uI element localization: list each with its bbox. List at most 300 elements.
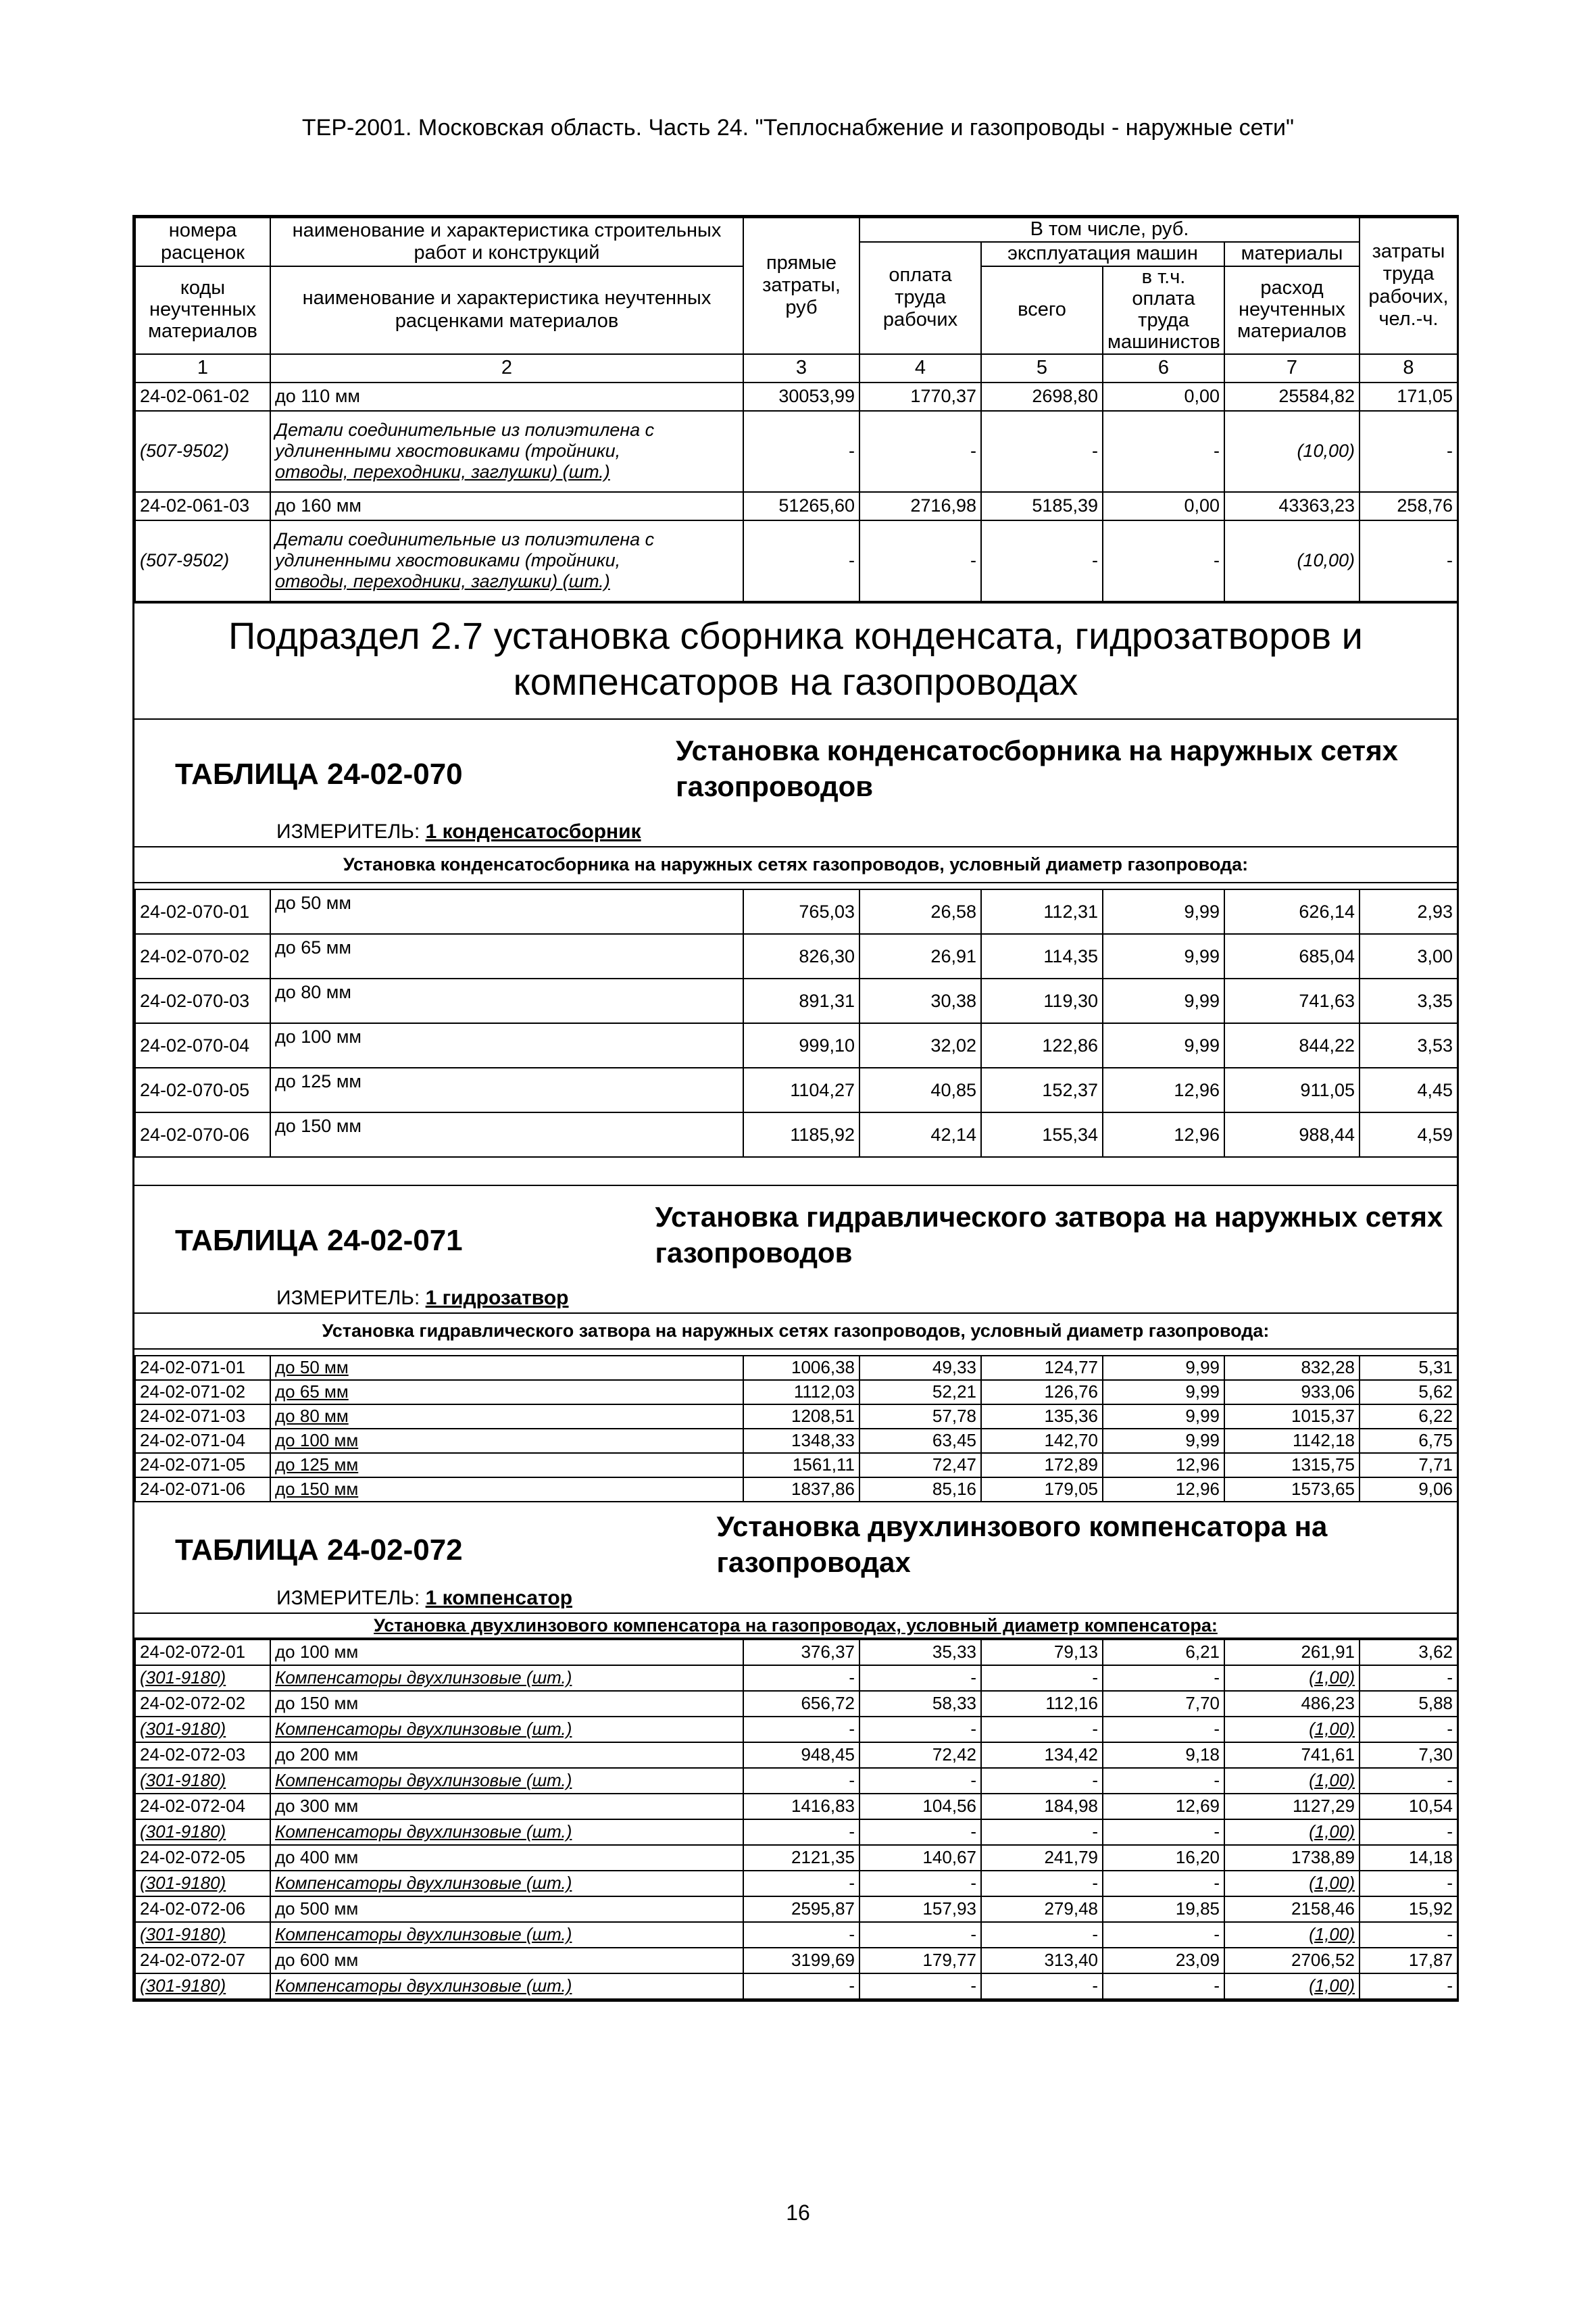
cell-direct: 1348,33	[743, 1429, 859, 1453]
cell-materials: 844,22	[1224, 1023, 1360, 1068]
cell-machines: 114,35	[981, 934, 1103, 979]
table72-title: Установка двухлинзового компенсатора на газопроводах	[716, 1510, 1328, 1578]
material-line: Детали соединительные из полиэтилена с	[275, 528, 655, 549]
row-name: до 100 мм	[270, 1023, 743, 1068]
table-row	[135, 1948, 1457, 1973]
cell-machines-labor: 12,69	[1103, 1794, 1224, 1819]
cell-direct: -	[743, 1973, 859, 1999]
cell-labor-cost: -	[1360, 1717, 1457, 1742]
cell-machines-labor: 9,18	[1103, 1742, 1224, 1768]
cell-direct: 1112,03	[743, 1380, 859, 1404]
table-row	[135, 1404, 1457, 1429]
cell-labor-cost: -	[1360, 411, 1457, 492]
material-row	[135, 1768, 1457, 1794]
cell-labor-pay: 140,67	[859, 1845, 981, 1871]
cell-materials: 685,04	[1224, 934, 1360, 979]
material-name: Компенсаторы двухлинзовые (шт.)	[270, 1717, 743, 1742]
cell-machines: 184,98	[981, 1794, 1103, 1819]
row-name: до 80 мм	[270, 1404, 743, 1429]
col-direct-header: прямые затраты, руб	[743, 218, 859, 354]
cell-materials: 832,28	[1224, 1356, 1360, 1380]
cell-machines-labor: 0,00	[1103, 492, 1224, 520]
cell-labor-pay: -	[859, 1819, 981, 1845]
cell-machines-labor: 12,96	[1103, 1112, 1224, 1157]
table72-heading	[134, 1502, 1457, 1580]
cell-materials: 486,23	[1224, 1691, 1360, 1717]
cell-direct: 1416,83	[743, 1794, 859, 1819]
cell-machines: -	[981, 411, 1103, 492]
cell-direct: -	[743, 1819, 859, 1845]
col-machines-labor-header: в т.ч. оплата труда машинистов	[1103, 266, 1224, 354]
cell-labor-cost: 6,75	[1360, 1429, 1457, 1453]
cell-labor-pay: 85,16	[859, 1477, 981, 1502]
cell-materials: 741,61	[1224, 1742, 1360, 1768]
cell-labor-cost: 15,92	[1360, 1896, 1457, 1922]
table71-code: ТАБЛИЦА 24-02-071	[175, 1224, 463, 1258]
table-row	[135, 1477, 1457, 1502]
row-code: 24-02-071-03	[135, 1404, 270, 1429]
col-number: 7	[1224, 354, 1360, 383]
table-row	[135, 1691, 1457, 1717]
cell-labor-pay: 2716,98	[859, 492, 981, 520]
cell-materials: (10,00)	[1224, 520, 1360, 601]
cell-machines: 135,36	[981, 1404, 1103, 1429]
header-table	[134, 217, 1458, 602]
cell-labor-pay: 49,33	[859, 1356, 981, 1380]
cell-machines-labor: -	[1103, 1871, 1224, 1896]
measure-value: 1 конденсатосборник	[425, 820, 641, 843]
page-header: ТЕР-2001. Московская область. Часть 24. "Теплоснабжение и газопроводы - наружные сети"	[301, 115, 1295, 141]
cell-direct: 2595,87	[743, 1896, 859, 1922]
table-row	[135, 1845, 1457, 1871]
cell-machines: 172,89	[981, 1453, 1103, 1477]
cell-direct: 765,03	[743, 889, 859, 934]
cell-machines: -	[981, 520, 1103, 601]
cell-machines-labor: -	[1103, 1973, 1224, 1999]
cell-labor-cost: 6,22	[1360, 1404, 1457, 1429]
row-code: 24-02-071-06	[135, 1477, 270, 1502]
cell-labor-cost: -	[1360, 1768, 1457, 1794]
cell-machines: 279,48	[981, 1896, 1103, 1922]
table71-measure	[134, 1271, 1457, 1312]
cell-machines-labor: 9,99	[1103, 1356, 1224, 1380]
cell-materials: 1015,37	[1224, 1404, 1360, 1429]
cell-materials: 1315,75	[1224, 1453, 1360, 1477]
material-name: Компенсаторы двухлинзовые (шт.)	[270, 1819, 743, 1845]
cell-materials: 741,63	[1224, 979, 1360, 1023]
document-frame	[132, 215, 1459, 2002]
cell-machines: 142,70	[981, 1429, 1103, 1453]
cell-labor-pay: -	[859, 1973, 981, 1999]
cell-labor-cost: 5,62	[1360, 1380, 1457, 1404]
cell-machines: 241,79	[981, 1845, 1103, 1871]
measure-label: ИЗМЕРИТЕЛЬ:	[276, 820, 420, 843]
table-row	[135, 1453, 1457, 1477]
table-row	[135, 1896, 1457, 1922]
row-name: до 125 мм	[270, 1068, 743, 1112]
cell-machines-labor: 9,99	[1103, 889, 1224, 934]
cell-direct: -	[743, 1871, 859, 1896]
material-code: (301-9180)	[135, 1871, 270, 1896]
material-line: Детали соединительные из полиэтилена с	[275, 419, 655, 440]
row-name: до 500 мм	[270, 1896, 743, 1922]
cell-labor-cost: -	[1360, 1819, 1457, 1845]
row-code: 24-02-072-05	[135, 1845, 270, 1871]
cell-direct: -	[743, 1922, 859, 1948]
table71-title: Установка гидравлического затвора на наружных сетях газопроводов	[655, 1201, 1443, 1269]
cell-machines: 152,37	[981, 1068, 1103, 1112]
material-row	[135, 1871, 1457, 1896]
cell-machines: -	[981, 1871, 1103, 1896]
cell-materials: 1738,89	[1224, 1845, 1360, 1871]
table70-heading	[134, 720, 1457, 804]
table72-body	[134, 1639, 1458, 2000]
row-name: до 300 мм	[270, 1794, 743, 1819]
material-name	[270, 411, 743, 492]
cell-labor-cost: 7,71	[1360, 1453, 1457, 1477]
cell-machines-labor: -	[1103, 1665, 1224, 1691]
row-name: до 400 мм	[270, 1845, 743, 1871]
col-labor-pay-header: оплата труда рабочих	[859, 242, 981, 354]
table-row	[135, 383, 1457, 411]
cell-materials: 2158,46	[1224, 1896, 1360, 1922]
table71-desc: Установка гидравлического затвора на наружных сетях газопроводов, условный диаметр газопровода:	[134, 1312, 1457, 1350]
cell-labor-pay: 35,33	[859, 1640, 981, 1665]
material-code: (301-9180)	[135, 1665, 270, 1691]
cell-direct: 3199,69	[743, 1948, 859, 1973]
cell-materials: 2706,52	[1224, 1948, 1360, 1973]
cell-direct: 376,37	[743, 1640, 859, 1665]
table72-code: ТАБЛИЦА 24-02-072	[175, 1533, 463, 1567]
cell-materials: 988,44	[1224, 1112, 1360, 1157]
cell-labor-cost: 258,76	[1360, 492, 1457, 520]
cell-labor-cost: 4,45	[1360, 1068, 1457, 1112]
cell-direct: 826,30	[743, 934, 859, 979]
cell-labor-pay: 57,78	[859, 1404, 981, 1429]
table72-desc: Установка двухлинзового компенсатора на газопроводах, условный диаметр компенсатора:	[134, 1613, 1457, 1639]
cell-machines-labor: 7,70	[1103, 1691, 1224, 1717]
cell-direct: 1104,27	[743, 1068, 859, 1112]
col-number: 4	[859, 354, 981, 383]
cell-machines: 79,13	[981, 1640, 1103, 1665]
col-number: 1	[135, 354, 270, 383]
cell-direct: 51265,60	[743, 492, 859, 520]
row-name: до 200 мм	[270, 1742, 743, 1768]
measure-value: 1 компенсатор	[425, 1587, 573, 1610]
col-code-header: номера расценок	[135, 218, 270, 266]
cell-labor-pay: -	[859, 1717, 981, 1742]
cell-materials: (1,00)	[1224, 1922, 1360, 1948]
cell-labor-cost: 3,53	[1360, 1023, 1457, 1068]
cell-labor-cost: -	[1360, 1973, 1457, 1999]
cell-machines-labor: 12,96	[1103, 1477, 1224, 1502]
cell-labor-cost: 2,93	[1360, 889, 1457, 934]
table70-measure	[134, 804, 1457, 846]
cell-labor-cost: -	[1360, 1665, 1457, 1691]
table71-heading	[134, 1186, 1457, 1271]
cell-labor-cost: 14,18	[1360, 1845, 1457, 1871]
cell-labor-cost: 10,54	[1360, 1794, 1457, 1819]
cell-labor-cost: 5,88	[1360, 1691, 1457, 1717]
cell-materials: (1,00)	[1224, 1973, 1360, 1999]
cell-direct: -	[743, 1717, 859, 1742]
cell-machines: 179,05	[981, 1477, 1103, 1502]
row-code: 24-02-071-05	[135, 1453, 270, 1477]
table-row	[135, 1380, 1457, 1404]
material-line: отводы, переходники, заглушки) (шт.)	[275, 462, 610, 483]
cell-direct: 1006,38	[743, 1356, 859, 1380]
cell-labor-pay: 104,56	[859, 1794, 981, 1819]
col-machines-header: эксплуатация машин	[981, 242, 1224, 266]
col-number: 6	[1103, 354, 1224, 383]
material-code: (507-9502)	[135, 520, 270, 601]
row-name: до 150 мм	[270, 1477, 743, 1502]
row-name: до 50 мм	[270, 1356, 743, 1380]
table-row	[135, 889, 1457, 934]
cell-machines: -	[981, 1768, 1103, 1794]
cell-machines-labor: 23,09	[1103, 1948, 1224, 1973]
cell-labor-cost: 3,62	[1360, 1640, 1457, 1665]
row-name: до 110 мм	[270, 383, 743, 411]
cell-direct: 1208,51	[743, 1404, 859, 1429]
material-name: Компенсаторы двухлинзовые (шт.)	[270, 1922, 743, 1948]
cell-labor-pay: 157,93	[859, 1896, 981, 1922]
col-name-header: наименование и характеристика строительных работ и конструкций	[270, 218, 743, 266]
cell-machines: 155,34	[981, 1112, 1103, 1157]
measure-value: 1 гидрозатвор	[425, 1287, 569, 1310]
cell-direct: 656,72	[743, 1691, 859, 1717]
cell-labor-pay: 52,21	[859, 1380, 981, 1404]
cell-materials: 1573,65	[1224, 1477, 1360, 1502]
row-code: 24-02-070-02	[135, 934, 270, 979]
cell-machines: -	[981, 1717, 1103, 1742]
cell-labor-cost: 3,35	[1360, 979, 1457, 1023]
cell-direct: 999,10	[743, 1023, 859, 1068]
material-line: удлиненными хвостовиками (тройники,	[275, 441, 621, 462]
cell-machines-labor: -	[1103, 1819, 1224, 1845]
material-row	[135, 1819, 1457, 1845]
material-line: удлиненными хвостовиками (тройники,	[275, 550, 621, 571]
cell-direct: 1837,86	[743, 1477, 859, 1502]
cell-machines-labor: 9,99	[1103, 979, 1224, 1023]
cell-machines: 122,86	[981, 1023, 1103, 1068]
cell-materials: (1,00)	[1224, 1871, 1360, 1896]
cell-machines-labor: 12,96	[1103, 1068, 1224, 1112]
cell-machines-labor: 9,99	[1103, 934, 1224, 979]
cell-materials: (1,00)	[1224, 1717, 1360, 1742]
row-code: 24-02-061-03	[135, 492, 270, 520]
cell-labor-pay: 179,77	[859, 1948, 981, 1973]
row-name: до 100 мм	[270, 1640, 743, 1665]
row-name: до 80 мм	[270, 979, 743, 1023]
cell-machines: 126,76	[981, 1380, 1103, 1404]
col-mat-code-header: коды неучтенных материалов	[135, 266, 270, 354]
cell-machines-labor: 9,99	[1103, 1380, 1224, 1404]
table70-code: ТАБЛИЦА 24-02-070	[175, 758, 463, 791]
material-line: отводы, переходники, заглушки) (шт.)	[275, 571, 610, 592]
row-name: до 150 мм	[270, 1691, 743, 1717]
table-row	[135, 1742, 1457, 1768]
cell-labor-cost: 7,30	[1360, 1742, 1457, 1768]
cell-direct: 891,31	[743, 979, 859, 1023]
cell-machines-labor: 9,99	[1103, 1023, 1224, 1068]
row-name: до 50 мм	[270, 889, 743, 934]
row-code: 24-02-071-02	[135, 1380, 270, 1404]
material-code: (301-9180)	[135, 1768, 270, 1794]
cell-labor-pay: 72,42	[859, 1742, 981, 1768]
cell-machines-labor: -	[1103, 1768, 1224, 1794]
material-row	[135, 520, 1457, 601]
cell-labor-cost: 5,31	[1360, 1356, 1457, 1380]
row-code: 24-02-071-01	[135, 1356, 270, 1380]
material-name: Компенсаторы двухлинзовые (шт.)	[270, 1665, 743, 1691]
cell-labor-pay: -	[859, 520, 981, 601]
table-row	[135, 1794, 1457, 1819]
material-name: Компенсаторы двухлинзовые (шт.)	[270, 1768, 743, 1794]
cell-direct: -	[743, 520, 859, 601]
cell-machines: 112,31	[981, 889, 1103, 934]
row-code: 24-02-070-03	[135, 979, 270, 1023]
cell-materials: 933,06	[1224, 1380, 1360, 1404]
material-row	[135, 411, 1457, 492]
cell-materials: 43363,23	[1224, 492, 1360, 520]
material-code: (301-9180)	[135, 1819, 270, 1845]
material-code: (301-9180)	[135, 1922, 270, 1948]
cell-labor-pay: -	[859, 1768, 981, 1794]
material-code: (301-9180)	[135, 1717, 270, 1742]
cell-materials: (10,00)	[1224, 411, 1360, 492]
cell-machines-labor: 19,85	[1103, 1896, 1224, 1922]
cell-machines: 134,42	[981, 1742, 1103, 1768]
table-row	[135, 1112, 1457, 1157]
col-labor-cost-header: затраты труда рабочих, чел.-ч.	[1360, 218, 1457, 354]
cell-machines-labor: -	[1103, 411, 1224, 492]
table70-body	[134, 889, 1458, 1158]
material-name: Компенсаторы двухлинзовые (шт.)	[270, 1973, 743, 1999]
cell-labor-cost: -	[1360, 1871, 1457, 1896]
cell-machines: 2698,80	[981, 383, 1103, 411]
cell-direct: -	[743, 1665, 859, 1691]
table-row	[135, 934, 1457, 979]
row-name: до 160 мм	[270, 492, 743, 520]
cell-labor-pay: 26,91	[859, 934, 981, 979]
table-row	[135, 1023, 1457, 1068]
cell-labor-pay: 63,45	[859, 1429, 981, 1453]
cell-machines-labor: -	[1103, 1922, 1224, 1948]
table-row	[135, 979, 1457, 1023]
row-code: 24-02-072-07	[135, 1948, 270, 1973]
col-materials-sub-header: расход неучтенных материалов	[1224, 266, 1360, 354]
cell-labor-pay: -	[859, 1922, 981, 1948]
col-number: 2	[270, 354, 743, 383]
cell-machines-labor: 9,99	[1103, 1429, 1224, 1453]
cell-materials: 261,91	[1224, 1640, 1360, 1665]
row-code: 24-02-072-04	[135, 1794, 270, 1819]
row-name: до 600 мм	[270, 1948, 743, 1973]
col-number: 8	[1360, 354, 1457, 383]
material-code: (507-9502)	[135, 411, 270, 492]
cell-machines-labor: 6,21	[1103, 1640, 1224, 1665]
cell-labor-pay: 58,33	[859, 1691, 981, 1717]
cell-labor-pay: 72,47	[859, 1453, 981, 1477]
table71-body	[134, 1355, 1458, 1502]
cell-labor-cost: 3,00	[1360, 934, 1457, 979]
cell-machines: -	[981, 1973, 1103, 1999]
col-machines-total-header: всего	[981, 266, 1103, 354]
material-row	[135, 1665, 1457, 1691]
table70-desc: Установка конденсатосборника на наружных сетях газопроводов, условный диаметр газопровода:	[134, 846, 1457, 883]
cell-materials: (1,00)	[1224, 1819, 1360, 1845]
cell-materials: (1,00)	[1224, 1768, 1360, 1794]
cell-machines: -	[981, 1819, 1103, 1845]
row-code: 24-02-072-02	[135, 1691, 270, 1717]
material-name: Компенсаторы двухлинзовые (шт.)	[270, 1871, 743, 1896]
page-number: 16	[786, 2200, 810, 2225]
row-name: до 65 мм	[270, 1380, 743, 1404]
cell-labor-pay: -	[859, 411, 981, 492]
table-row	[135, 492, 1457, 520]
cell-machines-labor: 9,99	[1103, 1404, 1224, 1429]
cell-labor-pay: 1770,37	[859, 383, 981, 411]
col-incl-header: В том числе, руб.	[859, 218, 1360, 242]
row-code: 24-02-070-04	[135, 1023, 270, 1068]
cell-labor-cost: 17,87	[1360, 1948, 1457, 1973]
cell-labor-pay: 42,14	[859, 1112, 981, 1157]
cell-machines-labor: 16,20	[1103, 1845, 1224, 1871]
cell-materials: 626,14	[1224, 889, 1360, 934]
cell-materials: (1,00)	[1224, 1665, 1360, 1691]
table-row	[135, 1640, 1457, 1665]
table70-title: Установка конденсатосборника на наружных сетях газопроводов	[676, 735, 1398, 802]
cell-direct: 948,45	[743, 1742, 859, 1768]
row-name: до 125 мм	[270, 1453, 743, 1477]
col-mat-name-header: наименование и характеристика неучтенных расценками материалов	[270, 266, 743, 354]
cell-labor-cost: -	[1360, 1922, 1457, 1948]
material-name	[270, 520, 743, 601]
row-code: 24-02-072-06	[135, 1896, 270, 1922]
col-number: 3	[743, 354, 859, 383]
cell-labor-pay: -	[859, 1665, 981, 1691]
row-code: 24-02-070-05	[135, 1068, 270, 1112]
cell-labor-cost: 9,06	[1360, 1477, 1457, 1502]
row-name: до 65 мм	[270, 934, 743, 979]
material-row	[135, 1973, 1457, 1999]
measure-label: ИЗМЕРИТЕЛЬ:	[276, 1587, 420, 1610]
cell-machines: 119,30	[981, 979, 1103, 1023]
cell-materials: 1127,29	[1224, 1794, 1360, 1819]
cell-machines: 5185,39	[981, 492, 1103, 520]
table-row	[135, 1429, 1457, 1453]
col-number: 5	[981, 354, 1103, 383]
cell-labor-pay: 26,58	[859, 889, 981, 934]
cell-labor-pay: 40,85	[859, 1068, 981, 1112]
section-title: Подраздел 2.7 установка сборника конденсата, гидрозатворов и компенсаторов на газопроводах	[134, 602, 1457, 720]
cell-machines: 112,16	[981, 1691, 1103, 1717]
row-code: 24-02-070-01	[135, 889, 270, 934]
cell-machines: -	[981, 1665, 1103, 1691]
cell-machines-labor: 0,00	[1103, 383, 1224, 411]
cell-direct: 1561,11	[743, 1453, 859, 1477]
cell-materials: 1142,18	[1224, 1429, 1360, 1453]
row-code: 24-02-072-03	[135, 1742, 270, 1768]
col-materials-header: материалы	[1224, 242, 1360, 266]
measure-label: ИЗМЕРИТЕЛЬ:	[276, 1287, 420, 1310]
table-row	[135, 1068, 1457, 1112]
cell-direct: -	[743, 411, 859, 492]
cell-direct: 30053,99	[743, 383, 859, 411]
row-code: 24-02-070-06	[135, 1112, 270, 1157]
cell-direct: 1185,92	[743, 1112, 859, 1157]
